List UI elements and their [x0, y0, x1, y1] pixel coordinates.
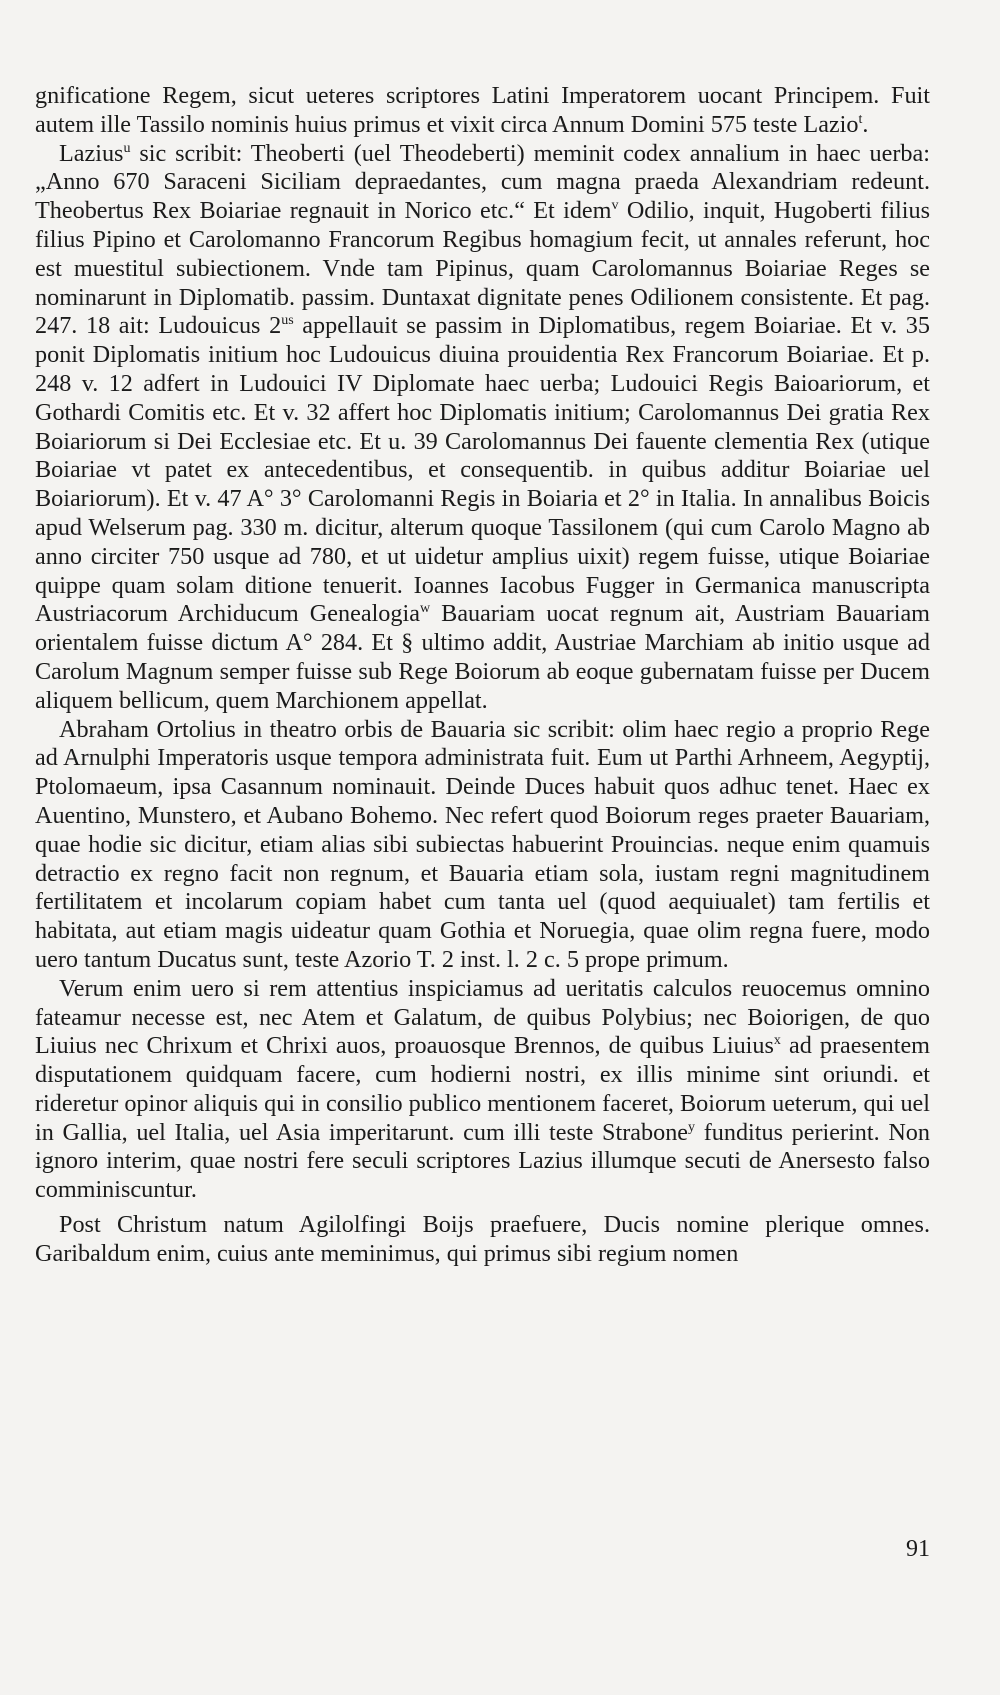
ordinal-superscript: us [281, 313, 294, 329]
footnote-mark-t: t [858, 111, 863, 127]
footnote-mark-v: v [611, 198, 619, 214]
page-number: 91 [906, 1536, 930, 1562]
footnote-mark-w: w [419, 601, 431, 617]
paragraph-2: Lazius$^u$ sic scribit: Theoberti (uel Theodeberti) meminit codex annalium in haec uerba: „Anno 670 Saraceni Siciliam depraedantes, cum magna praeda Alexandriam redeunt. Theobertus Rex Boiariae regnauit in Norico etc.“ Et idem$^v$ Odilio, inquit, Hugoberti filius filius Pipino et Carolomanno Francorum Regibus homagium fecit, ut annales referunt, hoc est muestitul subiectionem. Vnde tam Pipinus, quam Carolomannus Boiariae Reges se nominarunt in Diplomatib. passim. Duntaxat dignitate penes Odilionem consistente. Et pag. 247. 18 ait: Ludouicus $2^{us}$ appellauit se passim in Diplomatibus, regem Boiariae. Et v. 35 ponit Diplomatis initium hoc Ludouicus diuina prouidentia Rex Francorum Boiariae. Et p. 248 v. 12 adfert in Ludouici IV Diplomate haec uerba; Ludouici Regis Baioariorum, et Gothardi Comitis etc. Et v. 32 affert hoc Diplomatis initium; Carolomannus Dei gratia Rex Boiariorum si Dei Ecclesiae etc. Et u. 39 Carolomannus Dei fauente clementia Rex (utique Boiariae vt patet ex antecedentibus, et consequentib. in quibus additur Boiariae uel Boiariorum). Et v. 47 A° 3° Carolomanni Regis in Boiaria et 2° in Italia. In annalibus Boicis apud Welserum pag. 330 m. dicitur, alterum quoque Tassilonem (qui cum Carolo Magno ab anno circiter 750 usque ad 780, et ut uidetur amplius uixit) regem fuisse, utique Boiariae quippe quam solam ditione tenuerit. Ioannes Iacobus Fugger in Germanica manuscripta Austriacorum Archiducum Genealogia$^w$ Bauariam uocat regnum ait, Austriam Bauariam orientalem fuisse dictum A° 284. Et § ultimo addit, Austriae Marchiam ab initio usque ad Carolum Magnum semper fuisse sub Rege Boiorum ab eoque gubernatam fuisse per Ducem aliquem bellicum, quem Marchionem appellat. [35, 139, 930, 714]
footnote-mark-x: x [773, 1033, 781, 1049]
footnote-mark-u: u [123, 140, 131, 156]
footnote-mark-y: y [688, 1119, 696, 1135]
paragraph-4: Verum enim uero si rem attentius inspiciamus ad ueritatis calculos reuocemus omnino fateamur necesse est, nec Atem et Galatum, de quibus Polybius; nec Boiorigen, de quo Liuius nec Chrixum et Chrixi auos, proauosque Brennos, de quibus Liuius$^x$ ad praesentem disputationem quidquam facere, cum hodierni nostri, ex illis minime sint oriundi. et rideretur opinor aliquis qui in consilio publico mentionem faceret, Boiorum ueterum, qui uel in Gallia, uel Italia, uel Asia imperitarunt. cum illi teste Strabone$^y$ funditus perierint. Non ignoro interim, quae nostri fere seculi scriptores Lazius illumque secuti de Anersesto falso comminiscuntur. [35, 974, 930, 1204]
paragraph-1: gnificatione Regem, sicut ueteres scriptores Latini Imperatorem uocant Principem. Fuit autem ille Tassilo nominis huius primus et vixit circa Annum Domini 575 teste Lazio$^t$. [35, 82, 930, 138]
body-text [35, 82, 930, 1269]
paragraph-3: Abraham Ortolius in theatro orbis de Bauaria sic scribit: olim haec regio a proprio Rege ad Arnulphi Imperatoris usque tempora administrata fuit. Eum ut Parthi Arhneem, Aegyptij, Ptolomaeum, ipsa Casannum nominauit. Deinde Duces habuit quos adhuc tenet. Haec ex Auentino, Munstero, et Aubano Bohemo. Nec refert quod Boiorum reges praeter Bauariam, quae hodie sic dicitur, etiam alias sibi subiectas habuerint Prouincias. neque enim quamuis detractio ex regno facit non regnum, et Bauaria etiam sola, iustam regni magnitudinem fertilitatem et incolarum copiam habet cum tanta uel (quod aequiualet) tam fertilis et habitata, aut etiam magis uideatur quam Gothia et Noruegia, quae olim regna fuere, modo uero tantum Ducatus sunt, teste Azorio T. 2 inst. l. 2 c. 5 prope primum. [35, 715, 930, 973]
paragraph-5: Post Christum natum Agilolfingi Boijs praefuere, Ducis nomine plerique omnes. Garibaldum enim, cuius ante meminimus, qui primus sibi regium nomen [35, 1211, 930, 1267]
